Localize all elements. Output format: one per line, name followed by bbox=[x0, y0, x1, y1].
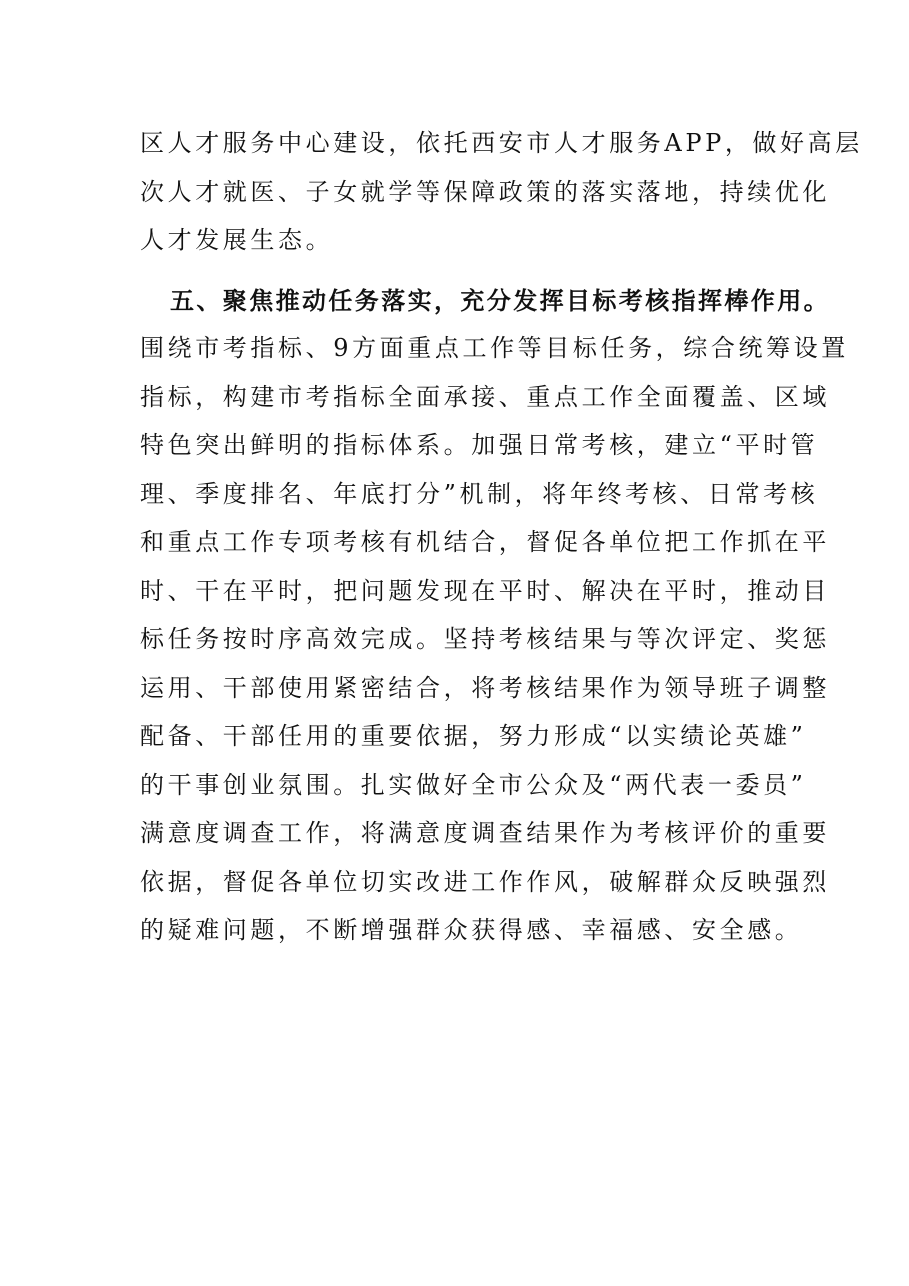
paragraph-line: 运用、干部使用紧密结合，将考核结果作为领导班子调整 bbox=[140, 674, 830, 702]
paragraph-line: 的干事创业氛围。扎实做好全市公众及“两代表一委员” bbox=[140, 771, 807, 799]
section-heading: 五、聚焦推动任务落实，充分发挥目标考核指挥棒作用。 bbox=[170, 286, 830, 315]
paragraph-line: 时、干在平时，把问题发现在平时、解决在平时，推动目 bbox=[140, 577, 830, 605]
paragraph-line: 和重点工作专项考核有机结合，督促各单位把工作抓在平 bbox=[140, 528, 830, 556]
paragraph-line: 满意度调查工作，将满意度调查结果作为考核评价的重要 bbox=[140, 819, 830, 847]
paragraph-line: 次人才就医、子女就学等保障政策的落实落地，持续优化 bbox=[140, 178, 830, 206]
paragraph-line: 特色突出鲜明的指标体系。加强日常考核，建立“平时管 bbox=[140, 431, 819, 459]
paragraph-line: 区人才服务中心建设，依托西安市人才服务APP，做好高层 bbox=[140, 129, 863, 157]
paragraph-line: 依据，督促各单位切实改进工作作风，破解群众反映强烈 bbox=[140, 868, 830, 896]
paragraph-line: 的疑难问题，不断增强群众获得感、幸福感、安全感。 bbox=[140, 916, 803, 944]
paragraph-line: 人才发展生态。 bbox=[140, 226, 334, 254]
paragraph-line: 理、季度排名、年底打分”机制，将年终考核、日常考核 bbox=[140, 480, 819, 508]
paragraph-line: 指标，构建市考指标全面承接、重点工作全面覆盖、区域 bbox=[140, 383, 830, 411]
paragraph-line: 标任务按时序高效完成。坚持考核结果与等次评定、奖惩 bbox=[140, 625, 830, 653]
paragraph-line: 围绕市考指标、9方面重点工作等目标任务，综合统筹设置 bbox=[140, 334, 849, 362]
paragraph-line: 配备、干部任用的重要依据，努力形成“以实绩论英雄” bbox=[140, 722, 807, 750]
